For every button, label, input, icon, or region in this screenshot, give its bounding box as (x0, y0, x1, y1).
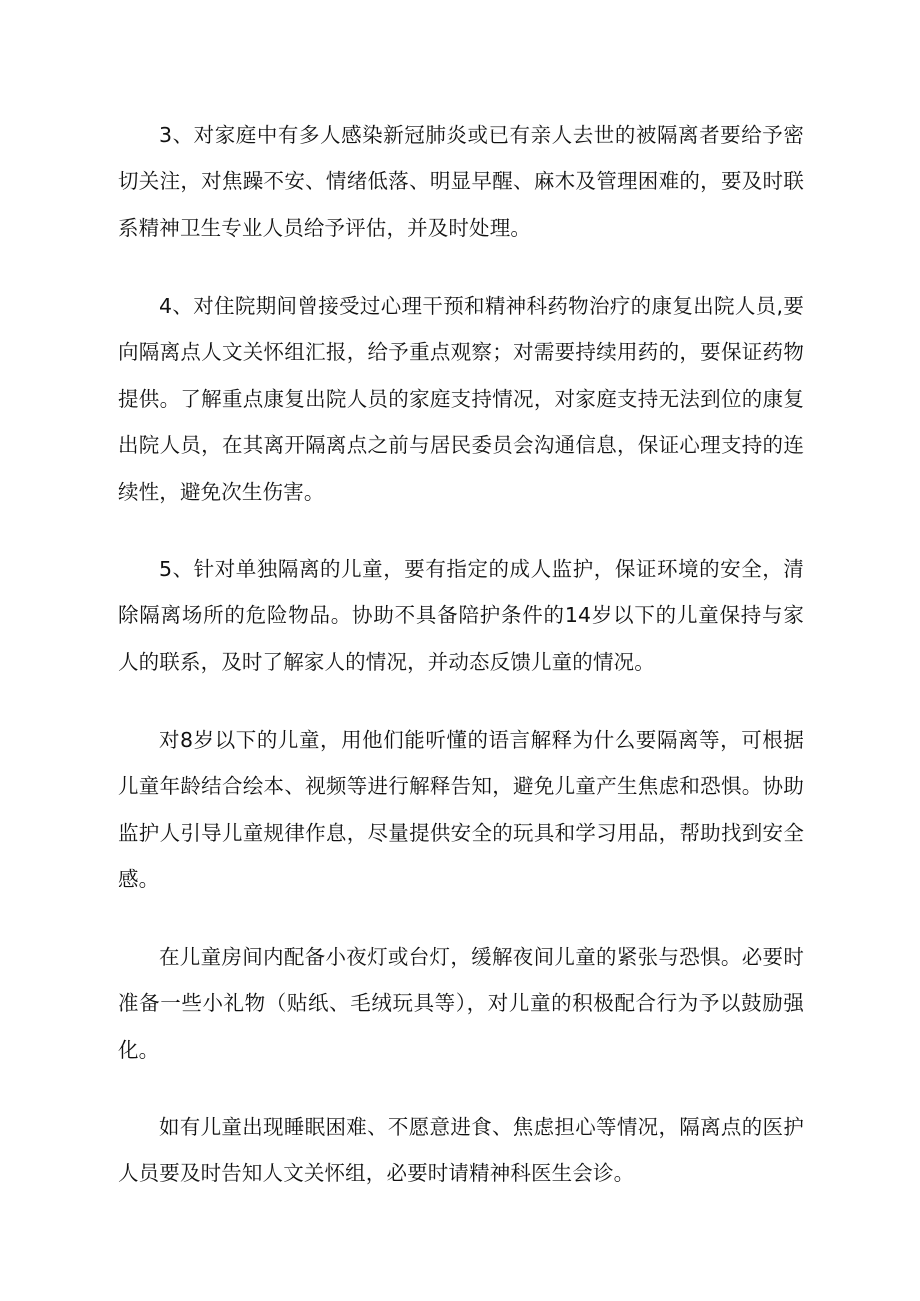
paragraph-sleep-difficulty: 如有儿童出现睡眠困难、不愿意进食、焦虑担心等情况，隔离点的医护人员要及时告知人文关怀组，必要时请精神科医生会诊。 (118, 1115, 804, 1186)
paragraph-item-3: 3、对家庭中有多人感染新冠肺炎或已有亲人去世的被隔离者要给予密切关注，对焦躁不安、情绪低落、明显早醒、麻木及管理困难的，要及时联系精神卫生专业人员给予评估，并及时处理。 (118, 123, 804, 240)
paragraph-children-under-8: 对8岁以下的儿童，用他们能听懂的语言解释为什么要隔离等，可根据儿童年龄结合绘本、视频等进行解释告知，避免儿童产生焦虑和恐惧。协助监护人引导儿童规律作息，尽量提供安全的玩具和学习用品，帮助找到安全感。 (118, 728, 804, 892)
paragraph-item-4: 4、对住院期间曾接受过心理干预和精神科药物治疗的康复出院人员,要向隔离点人文关怀组汇报，给予重点观察；对需要持续用药的，要保证药物提供。了解重点康复出院人员的家庭支持情况，对家庭支持无法到位的康复出院人员，在其离开隔离点之前与居民委员会沟通信息，保证心理支持的连续性，避免次生伤害。 (118, 294, 804, 504)
paragraph-night-light: 在儿童房间内配备小夜灯或台灯，缓解夜间儿童的紧张与恐惧。必要时准备一些小礼物（贴纸、毛绒玩具等），对儿童的积极配合行为予以鼓励强化。 (118, 945, 804, 1062)
paragraph-item-5: 5、针对单独隔离的儿童，要有指定的成人监护，保证环境的安全，清除隔离场所的危险物品。协助不具备陪护条件的14岁以下的儿童保持与家人的联系，及时了解家人的情况，并动态反馈儿童的情况。 (118, 557, 804, 674)
